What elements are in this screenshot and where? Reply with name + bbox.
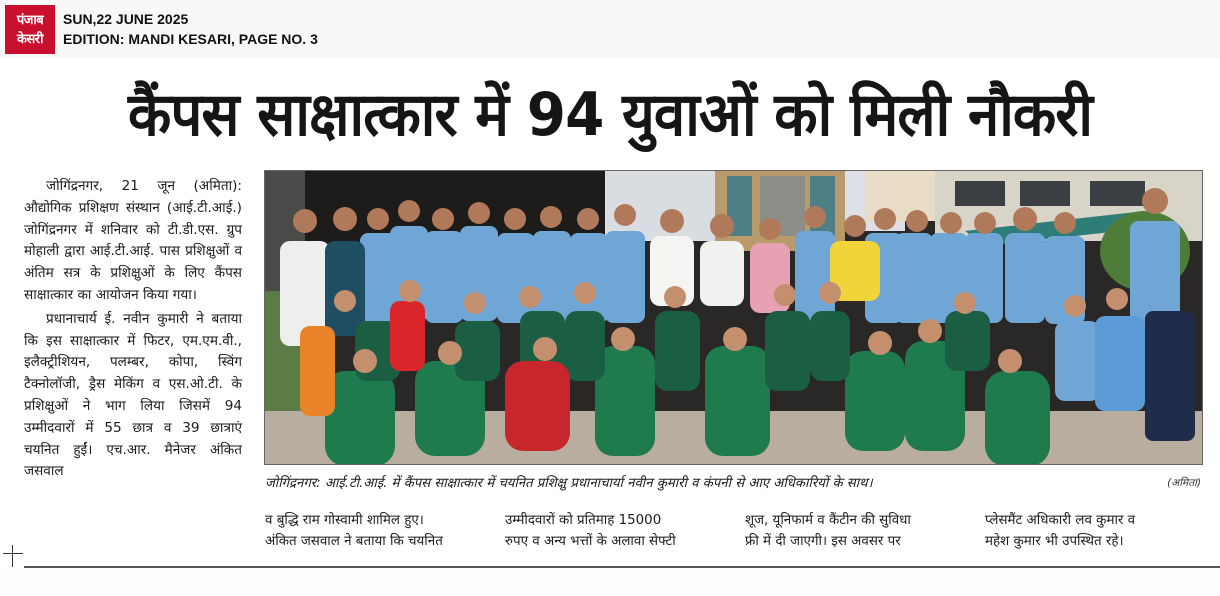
publication-date: SUN,22 JUNE 2025 [63, 11, 189, 27]
column-5-line-2: महेश कुमार भी उपस्थित रहे। [985, 534, 1124, 549]
article-body-column-3 [505, 510, 676, 552]
clip-meta [63, 9, 318, 49]
group-photo [264, 170, 1203, 465]
photo-caption: जोगिंद्रनगर: आई.टी.आई. में कैंपस साक्षात्कार में चयनित प्रशिक्षु प्रधानाचार्या नवीन कुमारी व कंपनी से आए अधिकारियों के साथ। [265, 476, 873, 491]
column-3-line-2: रुपए व अन्य भत्तों के अलावा सेफ्टी [505, 534, 676, 549]
article-body-left-column [24, 176, 242, 483]
article-paragraph-1: जोगिंद्रनगर, 21 जून (अमिता): औद्योगिक प्रशिक्षण संस्थान (आई.टी.आई.) जोगिंद्रनगर में शनिवार को टी.डी.एस. ग्रुप मोहाली द्वारा आई.टी.आई. पास प्रशिक्षुओं व अंतिम सत्र के प्रशिक्षुओं के लिए कैंपस साक्षात्कार का आयोजन किया गया। [24, 178, 242, 303]
column-4-line-1: शूज, यूनिफार्म व कैंटीन की सुविधा [745, 513, 911, 528]
crop-mark-icon [3, 553, 23, 554]
crop-mark-icon-vertical [12, 545, 13, 567]
logo-line-2: केसरी [17, 31, 43, 47]
column-3-line-1: उम्मीदवारों को प्रतिमाह 15000 [505, 513, 662, 528]
article-body-column-5 [985, 510, 1135, 552]
column-4-line-2: फ्री में दी जाएगी। इस अवसर पर [745, 534, 901, 549]
article-body-column-2 [265, 510, 443, 552]
page-footer-margin [0, 568, 1220, 596]
article-body-column-4 [745, 510, 911, 552]
article-paragraph-2: प्रधानाचार्य ई. नवीन कुमारी ने बताया कि इस साक्षात्कार में फिटर, एम.एम.वी., इलैक्ट्रीशियन, पलम्बर, कोपा, स्विंग टैक्नोलॉजी, ड्रैस मेकिंग व एस.ओ.टी. के प्रशिक्षुओं ने भाग लिया जिसमें 94 उम्मीदवारों में 55 छात्र व 39 छात्राएं चयनित हुईं। एच.आर. मैनेजर अंकित जसवाल [24, 310, 242, 480]
column-2-line-1: व बुद्धि राम गोस्वामी शामिल हुए। [265, 513, 424, 528]
photo-credit: (अमिता) [1167, 477, 1201, 489]
clip-header [0, 0, 1220, 58]
edition-info: EDITION: MANDI KESARI, PAGE NO. 3 [63, 31, 318, 47]
group-photo-illustration [265, 171, 1203, 465]
punjab-kesari-logo [5, 5, 55, 54]
column-2-line-2: अंकित जसवाल ने बताया कि चयनित [265, 534, 443, 549]
article-headline: कैंपस साक्षात्कार में 94 युवाओं को मिली नौकरी [127, 80, 1093, 150]
column-5-line-1: प्लेसमैंट अधिकारी लव कुमार व [985, 513, 1136, 528]
logo-line-1: पंजाब [16, 12, 44, 28]
